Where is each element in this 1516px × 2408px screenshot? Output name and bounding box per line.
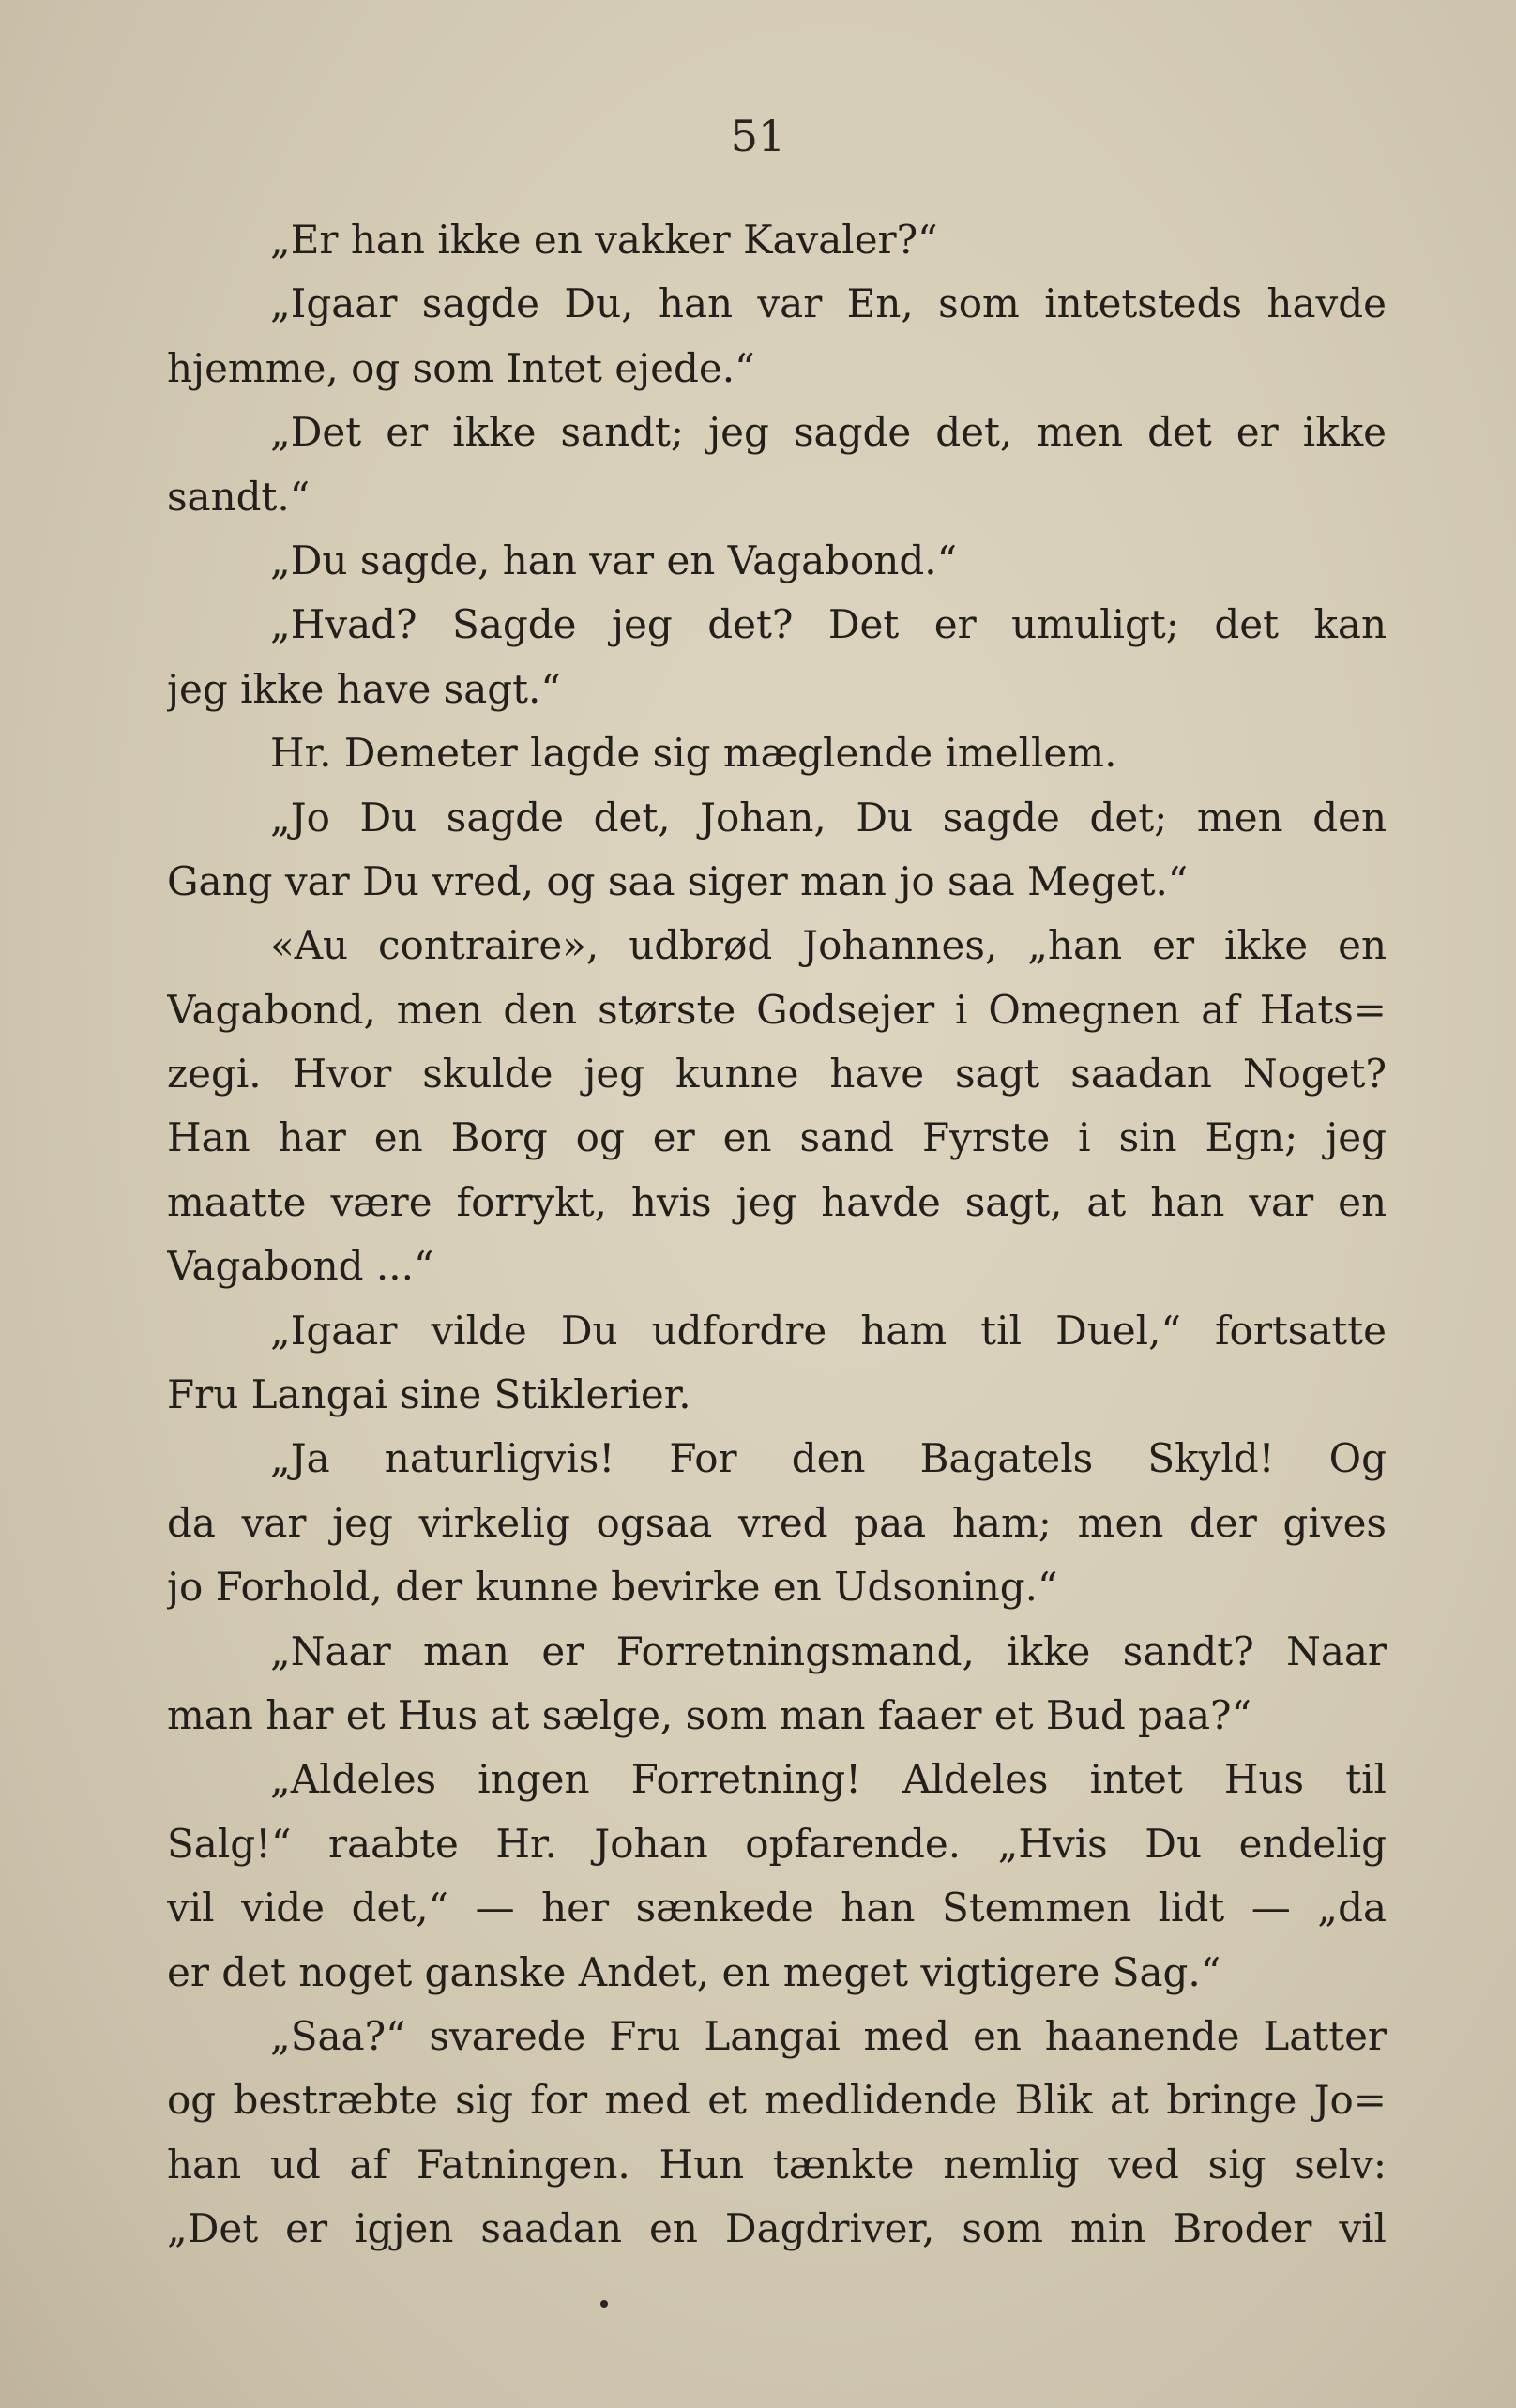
text-line: er det noget ganske Andet, en meget vigtigere Sag.“	[167, 1948, 1221, 1995]
text-line: jo Forhold, der kunne bevirke en Udsoning.“	[167, 1564, 1058, 1611]
text-line: „Det er ikke sandt; jeg sagde det, men det er ikke	[270, 409, 1387, 456]
text-line: vil vide det,“ — her sænkede han Stemmen lidt — „da	[167, 1885, 1387, 1931]
text-line: maatte være forrykt, hvis jeg havde sagt, at han var en	[167, 1178, 1387, 1225]
text-line: han ud af Fatningen. Hun tænkte nemlig ved sig selv:	[167, 2141, 1387, 2188]
text-line: „Ja naturligvis! For den Bagatels Skyld! Og	[270, 1435, 1387, 1482]
ink-speck	[600, 2300, 608, 2308]
text-line: „Er han ikke en vakker Kavaler?“	[270, 217, 938, 263]
text-line: Vagabond, men den største Godsejer i Omegnen af Hats=	[167, 986, 1387, 1033]
text-line: Fru Langai sine Stiklerier.	[167, 1371, 691, 1418]
text-line: „Saa?“ svarede Fru Langai med en haanende Latter	[270, 2012, 1387, 2059]
text-line: da var jeg virkelig ogsaa vred paa ham; men der gives	[167, 1499, 1387, 1546]
text-line: „Igaar vilde Du udfordre ham til Duel,“ fortsatte	[270, 1307, 1387, 1354]
text-line: „Hvad? Sagde jeg det? Det er umuligt; det kan	[270, 601, 1387, 648]
text-line: Salg!“ raabte Hr. Johan opfarende. „Hvis Du endelig	[167, 1820, 1387, 1867]
body-text	[167, 208, 1387, 2262]
text-line: Gang var Du vred, og saa siger man jo saa Meget.“	[167, 857, 1189, 904]
text-line: sandt.“	[167, 473, 311, 520]
text-line: hjemme, og som Intet ejede.“	[167, 344, 755, 391]
text-line: zegi. Hvor skulde jeg kunne have sagt saadan Noget?	[167, 1051, 1387, 1098]
text-line: „Det er igjen saadan en Dagdriver, som min Broder vil	[167, 2205, 1387, 2252]
text-line: Han har en Borg og er en sand Fyrste i sin Egn; jeg	[167, 1114, 1387, 1161]
text-line: «Au contraire», udbrød Johannes, „han er ikke en	[270, 922, 1387, 969]
text-line: jeg ikke have sagt.“	[167, 665, 561, 712]
text-line: „Igaar sagde Du, han var En, som intetsteds havde	[270, 280, 1387, 327]
text-line: „Aldeles ingen Forretning! Aldeles intet Hus til	[270, 1756, 1387, 1803]
text-line: „Jo Du sagde det, Johan, Du sagde det; men den	[270, 794, 1387, 841]
text-line: „Du sagde, han var en Vagabond.“	[270, 537, 958, 583]
page-number: 51	[730, 111, 786, 161]
text-line: „Naar man er Forretningsmand, ikke sandt? Naar	[270, 1628, 1387, 1674]
text-line: og bestræbte sig for med et medlidende Blik at bringe Jo=	[167, 2077, 1387, 2124]
text-line: Hr. Demeter lagde sig mæglende imellem.	[270, 730, 1117, 777]
text-line: man har et Hus at sælge, som man faaer et Bud paa?“	[167, 1691, 1252, 1738]
text-line: Vagabond ...“	[167, 1243, 434, 1290]
